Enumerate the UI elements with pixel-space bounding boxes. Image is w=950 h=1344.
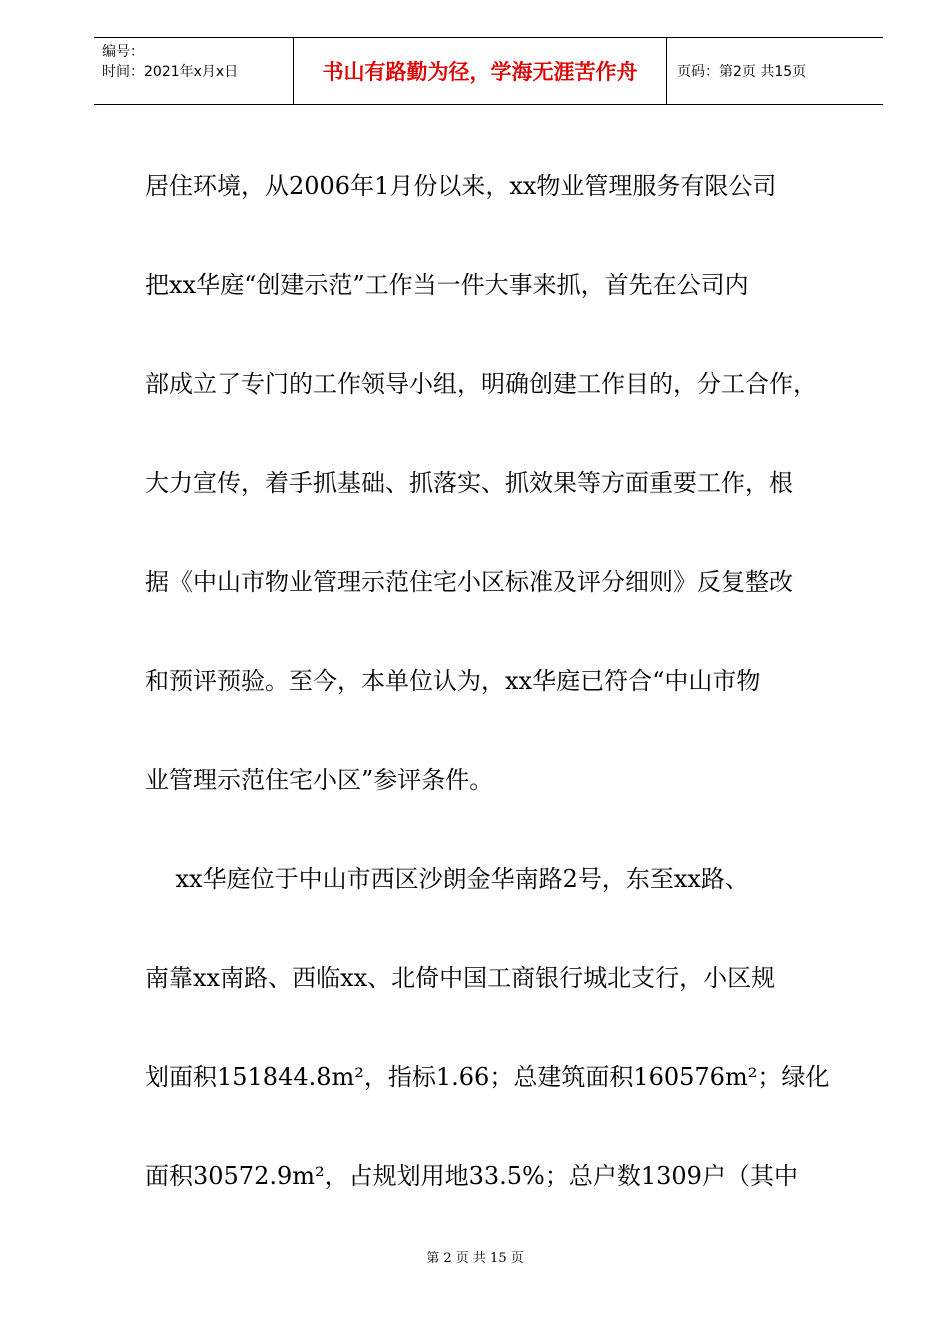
body-line: 划面积151844.8m²，指标1.66；总建筑面积160576m²；绿化 (145, 1063, 830, 1091)
header-page-info: 页码：第2页 共15页 (677, 64, 807, 80)
body-line: 业管理示范住宅小区”参评条件。 (145, 766, 494, 794)
body-line: 据《中山市物业管理示范住宅小区标准及评分细则》反复整改 (145, 568, 793, 596)
page-footer: 第 2 页 共 15 页 (426, 1251, 524, 1266)
document-header (94, 37, 883, 105)
body-line: 部成立了专门的工作领导小组，明确创建工作目的，分工合作， (145, 370, 817, 398)
body-line: 南靠xx南路、西临xx、北倚中国工商银行城北支行，小区规 (145, 964, 776, 992)
header-motto-cell (294, 38, 667, 104)
body-line: 大力宣传，着手抓基础、抓落实、抓效果等方面重要工作，根 (145, 469, 793, 497)
body-line: xx华庭位于中山市西区沙朗金华南路2号，东至xx路、 (145, 865, 749, 893)
header-meta-cell (94, 38, 294, 104)
document-number-label: 编号： (102, 44, 144, 60)
body-line: 和预评预验。至今，本单位认为，xx华庭已符合“中山市物 (145, 667, 761, 695)
document-body (145, 137, 845, 1226)
document-time-label: 时间：2021年x月x日 (102, 64, 239, 80)
header-motto: 书山有路勤为径，学海无涯苦作舟 (322, 60, 638, 84)
body-line: 面积30572.9m²，占规划用地33.5%；总户数1309户（其中 (145, 1162, 798, 1190)
body-line: 居住环境，从2006年1月份以来，xx物业管理服务有限公司 (145, 172, 777, 200)
body-line: 把xx华庭“创建示范”工作当一件大事来抓，首先在公司内 (145, 271, 749, 299)
header-page-cell (667, 38, 883, 104)
